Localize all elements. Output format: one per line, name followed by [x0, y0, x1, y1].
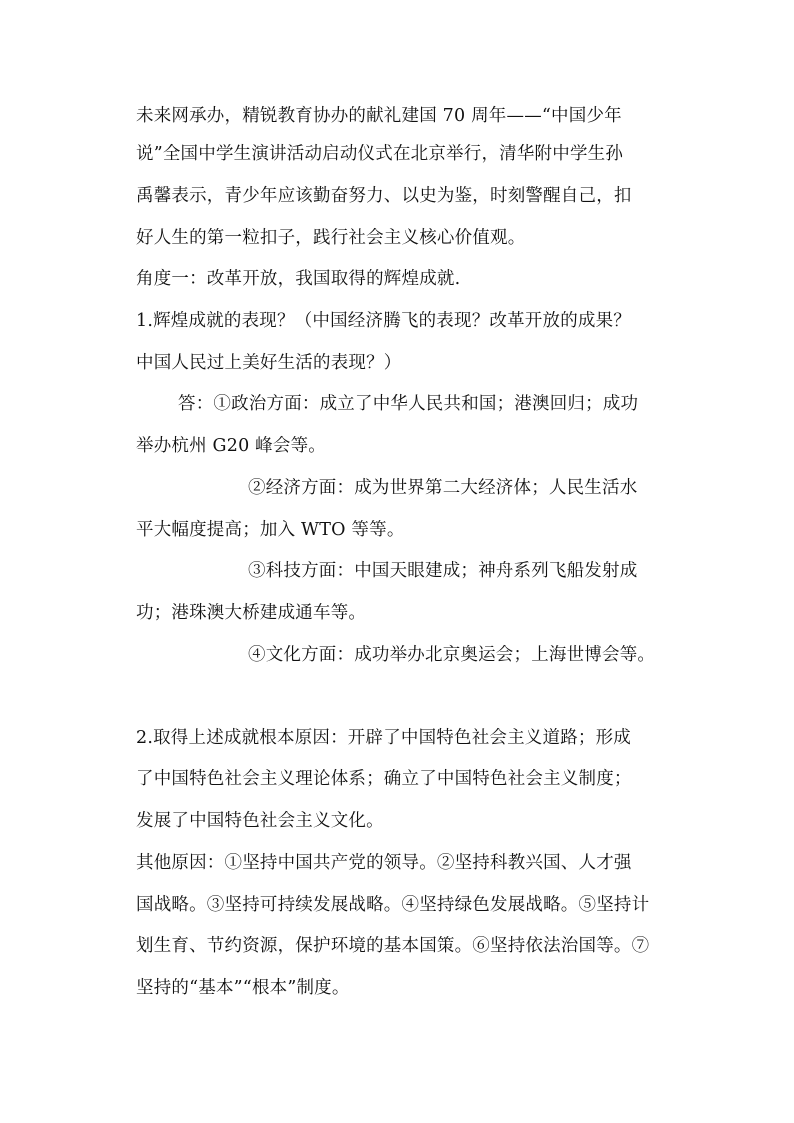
question-1-line-2: 中国人民过上美好生活的表现？） — [136, 353, 402, 373]
question-1-line-1: 1.辉煌成就的表现？（中国经济腾飞的表现？改革开放的成果？ — [136, 311, 631, 331]
answer-economic-line-1: ②经济方面：成为世界第二大经济体；人民生活水 — [248, 478, 638, 498]
answer-culture-line: ④文化方面：成功举办北京奥运会；上海世博会等。 — [248, 645, 656, 665]
other-reasons-line-4: 坚持的“基本”“根本”制度。 — [136, 978, 350, 998]
question-2-line-3: 发展了中国特色社会主义文化。 — [136, 811, 384, 831]
answer-political-line-1: 答：①政治方面：成立了中华人民共和国；港澳回归；成功 — [178, 394, 639, 414]
other-reasons-line-1: 其他原因：①坚持中国共产党的领导。②坚持科教兴国、人才强 — [136, 853, 632, 873]
answer-political-line-2: 举办杭州 G20 峰会等。 — [136, 436, 326, 456]
other-reasons-line-3: 划生育、节约资源，保护环境的基本国策。⑥坚持依法治国等。⑦ — [136, 936, 650, 956]
question-2-line-2: 了中国特色社会主义理论体系；确立了中国特色社会主义制度； — [136, 769, 632, 789]
text-line-1: 未来网承办，精锐教育协办的献礼建国 70 周年——“中国少年 — [136, 106, 622, 126]
answer-tech-line-2: 功；港珠澳大桥建成通车等。 — [136, 603, 367, 623]
section-heading-angle-one: 角度一：改革开放，我国取得的辉煌成就. — [136, 269, 461, 289]
other-reasons-line-2: 国战略。③坚持可持续发展战略。④坚持绿色发展战略。⑤坚持计 — [136, 895, 650, 915]
question-2-line-1: 2.取得上述成就根本原因：开辟了中国特色社会主义道路；形成 — [136, 728, 631, 748]
text-line-3: 禹馨表示，青少年应该勤奋努力、以史为鉴，时刻警醒自己，扣 — [136, 186, 632, 206]
answer-tech-line-1: ③科技方面：中国天眼建成；神舟系列飞船发射成 — [248, 561, 638, 581]
answer-economic-line-2: 平大幅度提高；加入 WTO 等等。 — [136, 520, 405, 540]
text-line-2: 说”全国中学生演讲活动启动仪式在北京举行，清华附中学生孙 — [136, 144, 624, 164]
text-line-4: 好人生的第一粒扣子，践行社会主义核心价值观。 — [136, 228, 526, 248]
